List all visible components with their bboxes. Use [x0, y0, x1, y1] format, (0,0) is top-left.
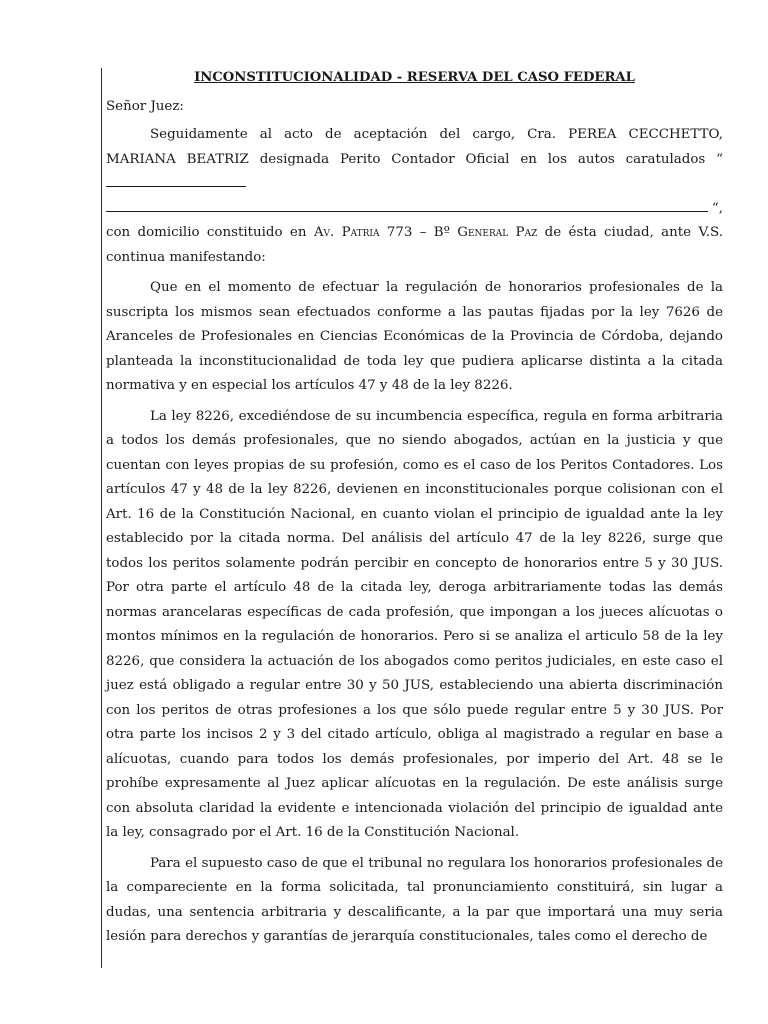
salutation: Señor Juez: — [106, 98, 184, 114]
intro-blank-line — [106, 197, 723, 222]
intro-text-part1: Seguidamente al acto de aceptación del cargo, Cra. PEREA CECCHETTO, MARIANA BEATRIZ designada Perito Contador Oficial en los autos caratulados “ — [106, 127, 723, 167]
document-title: INCONSTITUCIONALIDAD - RESERVA DEL CASO FEDERAL — [194, 70, 635, 85]
paragraph-regulacion: Que en el momento de efectuar la regulación de honorarios profesionales de la suscripta los mismos sean efectuados conforme a las pautas fijadas por la ley 7626 de Aranceles de Profesionales en Ciencias Económicas de la Provincia de Córdoba, dejando planteada la inconstitucionalidad de toda ley que pudiera aplicarse distinta a la citada normativa y en especial los artículos 47 y 48 de la ley 8226. — [106, 280, 723, 393]
address-text: Av. Patria 773 – Bº General Paz — [313, 225, 538, 240]
margin-line — [101, 68, 102, 968]
intro-paragraph — [106, 123, 723, 270]
document-page — [106, 66, 723, 956]
intro-blank-short — [106, 174, 246, 187]
intro-text-part3: de ésta ciudad, ante V.S. continua manifestando: — [106, 225, 723, 265]
paragraph-supuesto: Para el supuesto caso de que el tribunal no regulara los honorarios profesionales de la compareciente en la forma solicitada, tal pronunciamiento constituirá, sin lugar a dudas, una sentencia arbitraria y descalificante, a la par que importará una muy seria lesión para derechos y garantías de jerarquía constitucionales, tales como el derecho de — [106, 855, 723, 944]
paragraph-ley-8226: La ley 8226, excediéndose de su incumbencia específica, regula en forma arbitraria a todos los demás profesionales, que no siendo abogados, actúan en la justicia y que cuentan con leyes propias de su profesión, como es el caso de los Peritos Contadores. Los artículos 47 y 48 de la ley 8226, devienen en inconstitucionales porque colisionan con el Art. 16 de la Constitución Nacional, en cuanto violan el principio de igualdad ante la ley establecido por la citada norma. Del análisis del artículo 47 de la ley 8226, surge que todos los peritos solamente podrán percibir en concepto de honorarios entre 5 y 30 JUS. Por otra parte el artículo 48 de la citada ley, deroga arbitrariamente todas las demás normas arancelaras específicas de cada profesión, que impongan a los jueces alícuotas o montos mínimos en la regulación de honorarios. Pero si se analiza el articulo 58 de la ley 8226, que considera la actuación de los abogados como peritos judiciales, en este caso el juez está obligado a regular entre 30 y 50 JUS, estableciendo una abierta discriminación con los peritos de otras profesiones a los que sólo puede regular entre 5 y 30 JUS. Por otra parte los incisos 2 y 3 del citado artículo, obliga al magistrado a regular en base a alícuotas, cuando para todos los demás profesionales, por imperio del Art. 48 se le prohíbe expresamente al Juez aplicar alícuotas en la regulación. De este análisis surge con absoluta claridad la evidente e intencionada violación del principio de igualdad ante la ley, consagrado por el Art. 16 de la Constitución Nacional. — [106, 408, 723, 840]
intro-continuation — [106, 221, 723, 270]
blank-close-quote: “, — [711, 200, 723, 216]
intro-text-part2: con domicilio constituido en — [106, 225, 314, 240]
blank-rule — [106, 197, 708, 212]
